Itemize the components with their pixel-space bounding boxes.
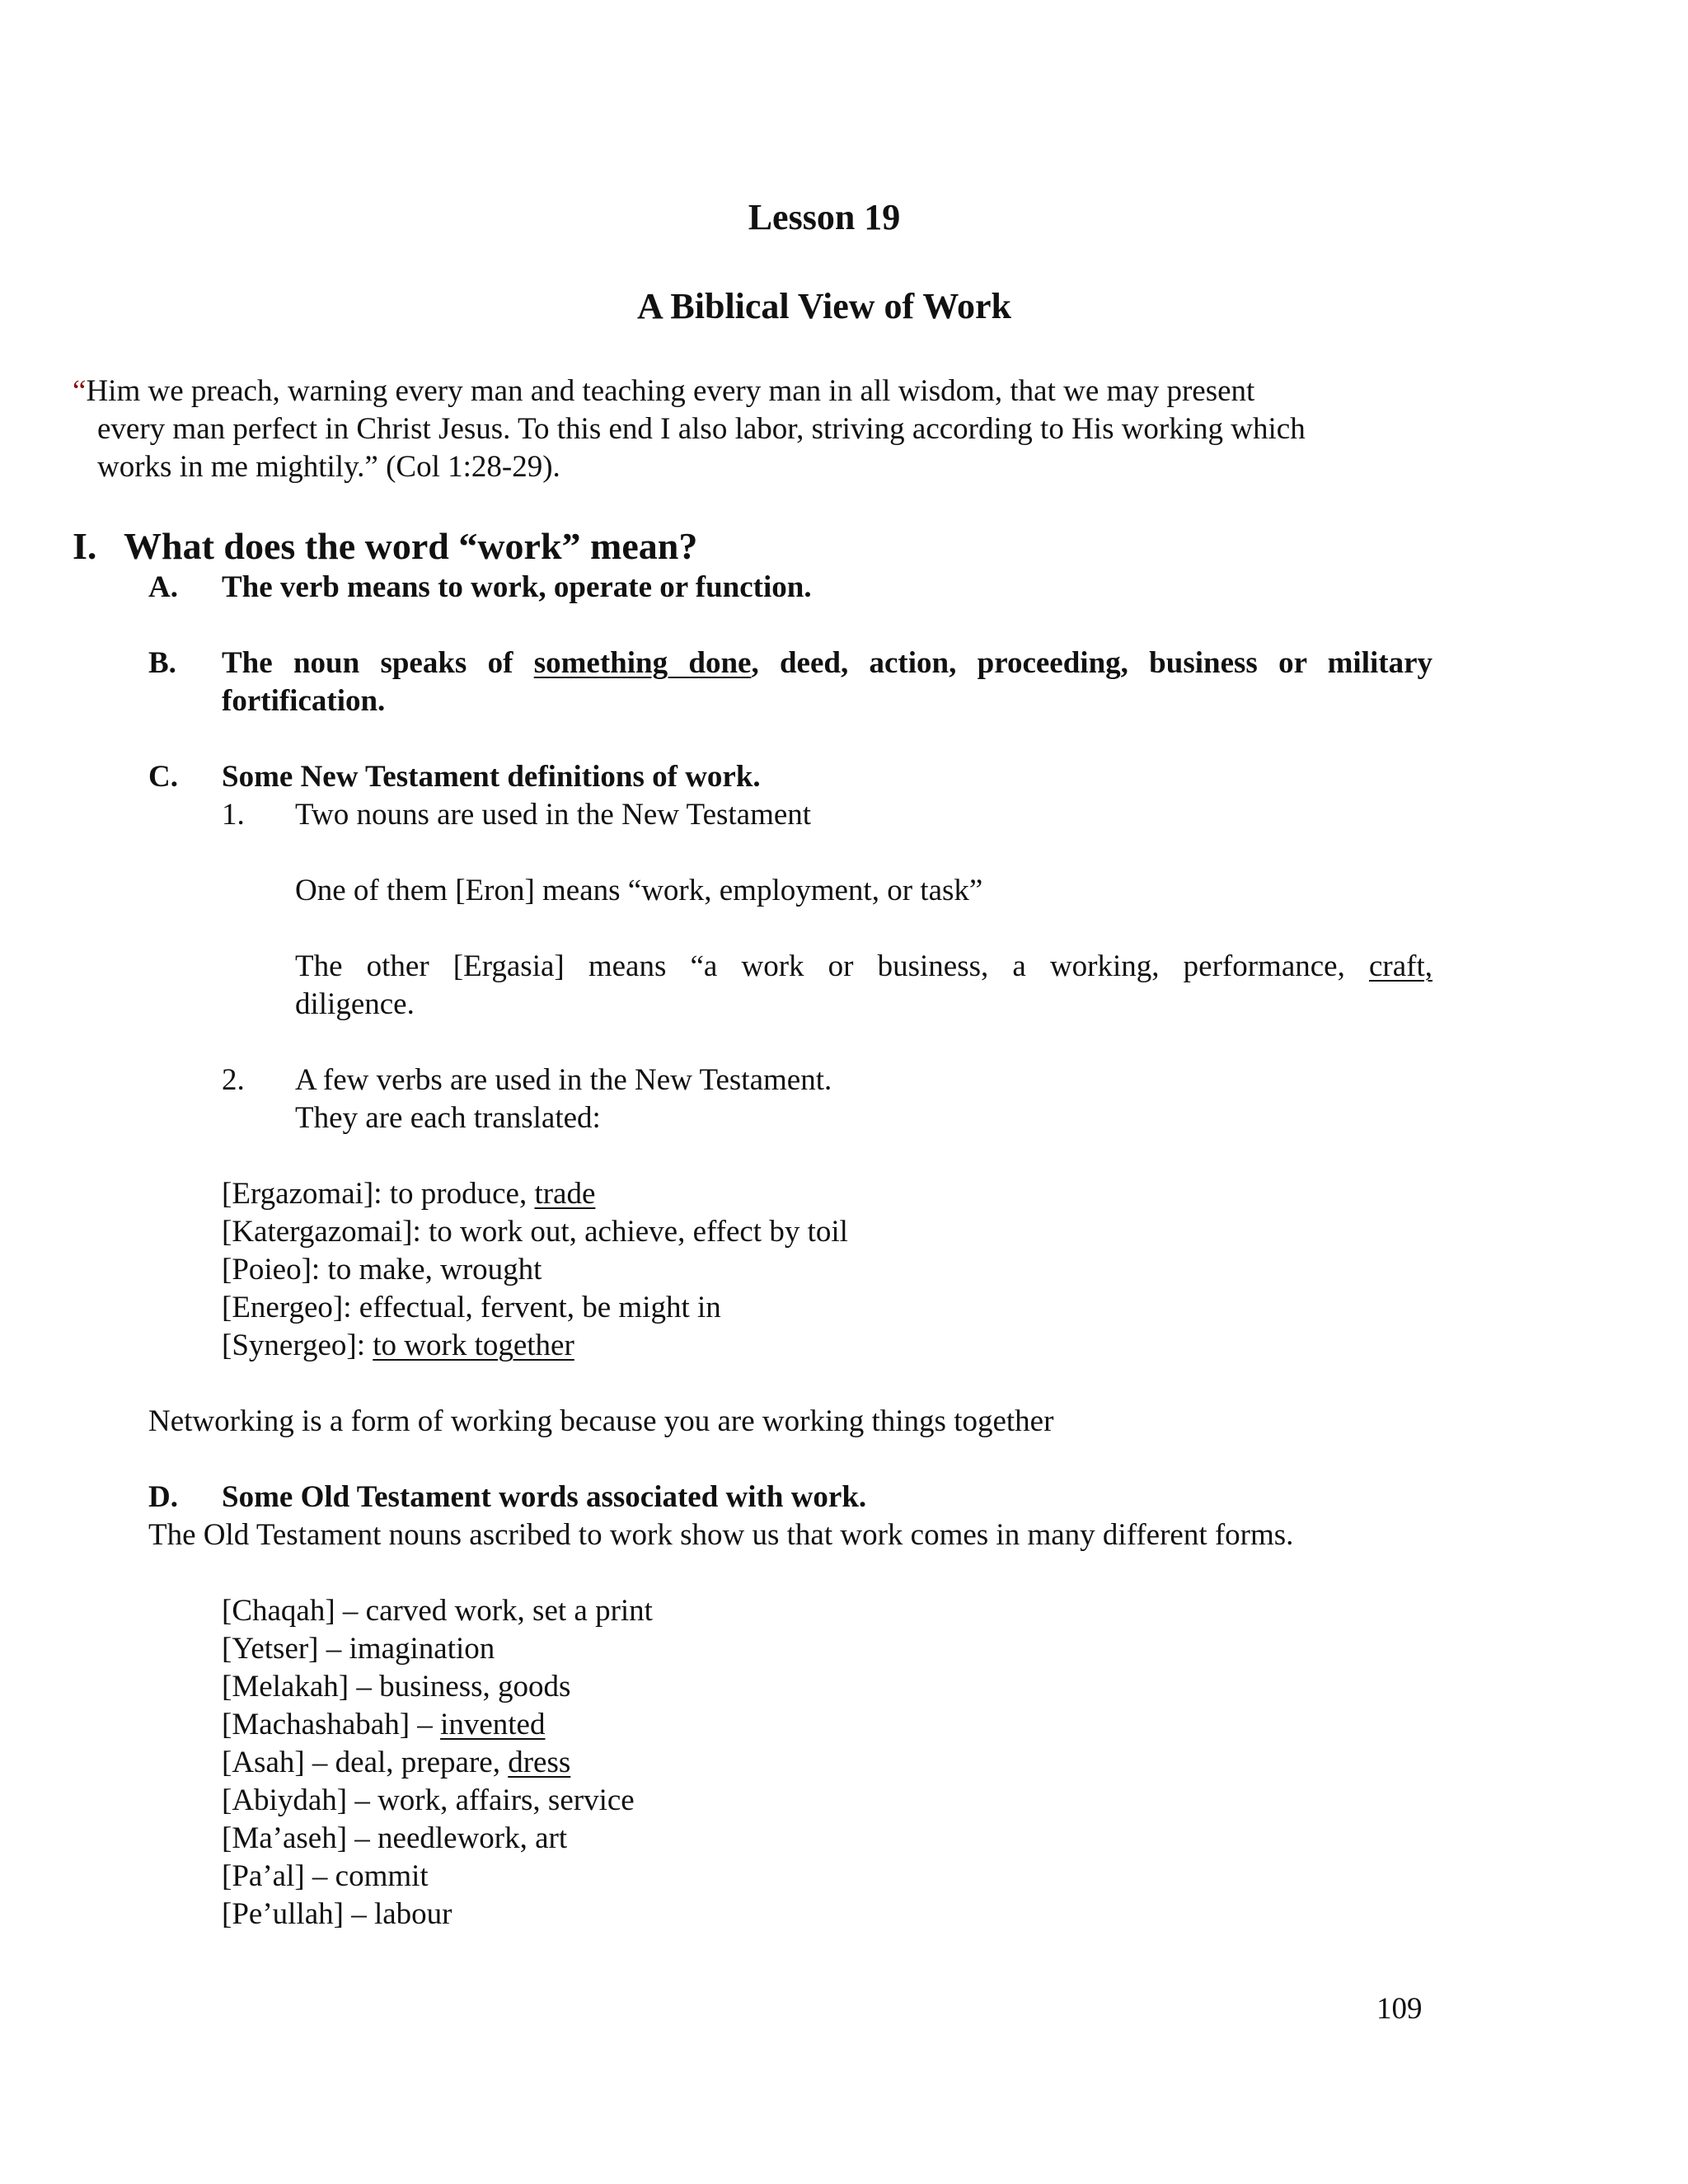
item-d-intro: The Old Testament nouns ascribed to work show us that work comes in many different forms. <box>148 1518 1294 1552</box>
item-b-line-1 <box>222 644 1432 682</box>
item-b-line-2: fortification. <box>222 684 386 718</box>
item-c-text: Some New Testament definitions of work. <box>222 760 761 794</box>
noun-term: [Melakah] – business, goods <box>222 1670 571 1704</box>
noun-term: [Pa’al] – commit <box>222 1859 429 1893</box>
item-c1-ergasia-underlined: craft, <box>1368 949 1432 983</box>
noun-list-item <box>222 1858 429 1896</box>
item-d-letter: D. <box>148 1480 178 1514</box>
item-a-text: The verb means to work, operate or function. <box>222 570 812 604</box>
noun-term: [Machashabah] – <box>222 1708 441 1741</box>
item-b-post: , deed, action, proceeding, business or military <box>751 646 1432 680</box>
verb-underlined: to work together <box>373 1329 574 1362</box>
noun-list-item <box>222 1782 635 1820</box>
item-c-letter: C. <box>148 760 178 794</box>
item-c2-num: 2. <box>222 1063 245 1097</box>
verb-list-item <box>222 1213 848 1251</box>
epigraph-open-quote: “ <box>73 374 87 408</box>
verb-term: [Energeo]: effectual, fervent, be might in <box>222 1291 721 1324</box>
item-c1-text: Two nouns are used in the New Testament <box>295 798 812 832</box>
noun-list-item <box>222 1668 570 1706</box>
epigraph-text-1: Him we preach, warning every man and teaching every man in all wisdom, that we may present <box>86 374 1255 408</box>
lesson-title: Lesson 19 <box>748 197 901 237</box>
item-b-letter: B. <box>148 646 176 680</box>
networking-note: Networking is a form of working because you are working things together <box>148 1404 1054 1438</box>
noun-term: [Asah] – deal, prepare, <box>222 1746 509 1779</box>
verb-term: [Poieo]: to make, wrought <box>222 1253 542 1286</box>
verb-list-item <box>222 1175 595 1213</box>
page-number: 109 <box>1376 1992 1423 2026</box>
lesson-subtitle: A Biblical View of Work <box>637 286 1011 326</box>
section-i-heading: What does the word “work” mean? <box>124 525 698 567</box>
noun-list-item <box>222 1896 452 1933</box>
item-a-letter: A. <box>148 570 178 604</box>
section-i-numeral: I. <box>73 525 97 567</box>
noun-list-item <box>222 1820 567 1858</box>
noun-list-item <box>222 1744 570 1782</box>
noun-term: [Abiydah] – work, affairs, service <box>222 1783 635 1817</box>
item-c2-text-2: They are each translated: <box>295 1101 601 1135</box>
item-b-pre: The noun speaks of <box>222 646 534 680</box>
noun-underlined: invented <box>440 1708 546 1741</box>
noun-list-item <box>222 1706 545 1744</box>
noun-list-item <box>222 1592 653 1630</box>
verb-term: [Katergazomai]: to work out, achieve, effect by toil <box>222 1215 848 1249</box>
item-c1-ergasia-line-1 <box>295 948 1432 986</box>
noun-term: [Ma’aseh] – needlework, art <box>222 1821 568 1855</box>
verb-list-item <box>222 1289 721 1327</box>
item-d-text: Some Old Testament words associated with work. <box>222 1480 867 1514</box>
epigraph-line-1 <box>73 373 1254 410</box>
item-c2-text: A few verbs are used in the New Testament. <box>295 1063 832 1097</box>
noun-term: [Pe’ullah] – labour <box>222 1897 452 1931</box>
noun-term: [Chaqah] – carved work, set a print <box>222 1594 653 1628</box>
verb-list-item <box>222 1327 574 1365</box>
verb-term: [Synergeo]: <box>222 1329 373 1362</box>
item-c1-ergasia-pre: The other [Ergasia] means “a work or business, a working, performance, <box>295 949 1369 983</box>
noun-term: [Yetser] – imagination <box>222 1632 495 1666</box>
noun-underlined: dress <box>508 1746 571 1779</box>
epigraph-line-3: works in me mightily.” (Col 1:28-29). <box>97 450 560 484</box>
item-c1-ergasia-line-2: diligence. <box>295 987 415 1021</box>
verb-term: [Ergazomai]: to produce, <box>222 1177 535 1211</box>
verb-underlined: trade <box>534 1177 596 1211</box>
verb-list-item <box>222 1251 542 1289</box>
epigraph-line-2: every man perfect in Christ Jesus. To this end I also labor, striving according to His working which <box>97 412 1306 446</box>
noun-list-item <box>222 1630 495 1668</box>
item-c1-num: 1. <box>222 798 245 832</box>
item-b-underlined: something done <box>533 646 752 680</box>
item-c1-eron: One of them [Eron] means “work, employment, or task” <box>295 874 983 907</box>
